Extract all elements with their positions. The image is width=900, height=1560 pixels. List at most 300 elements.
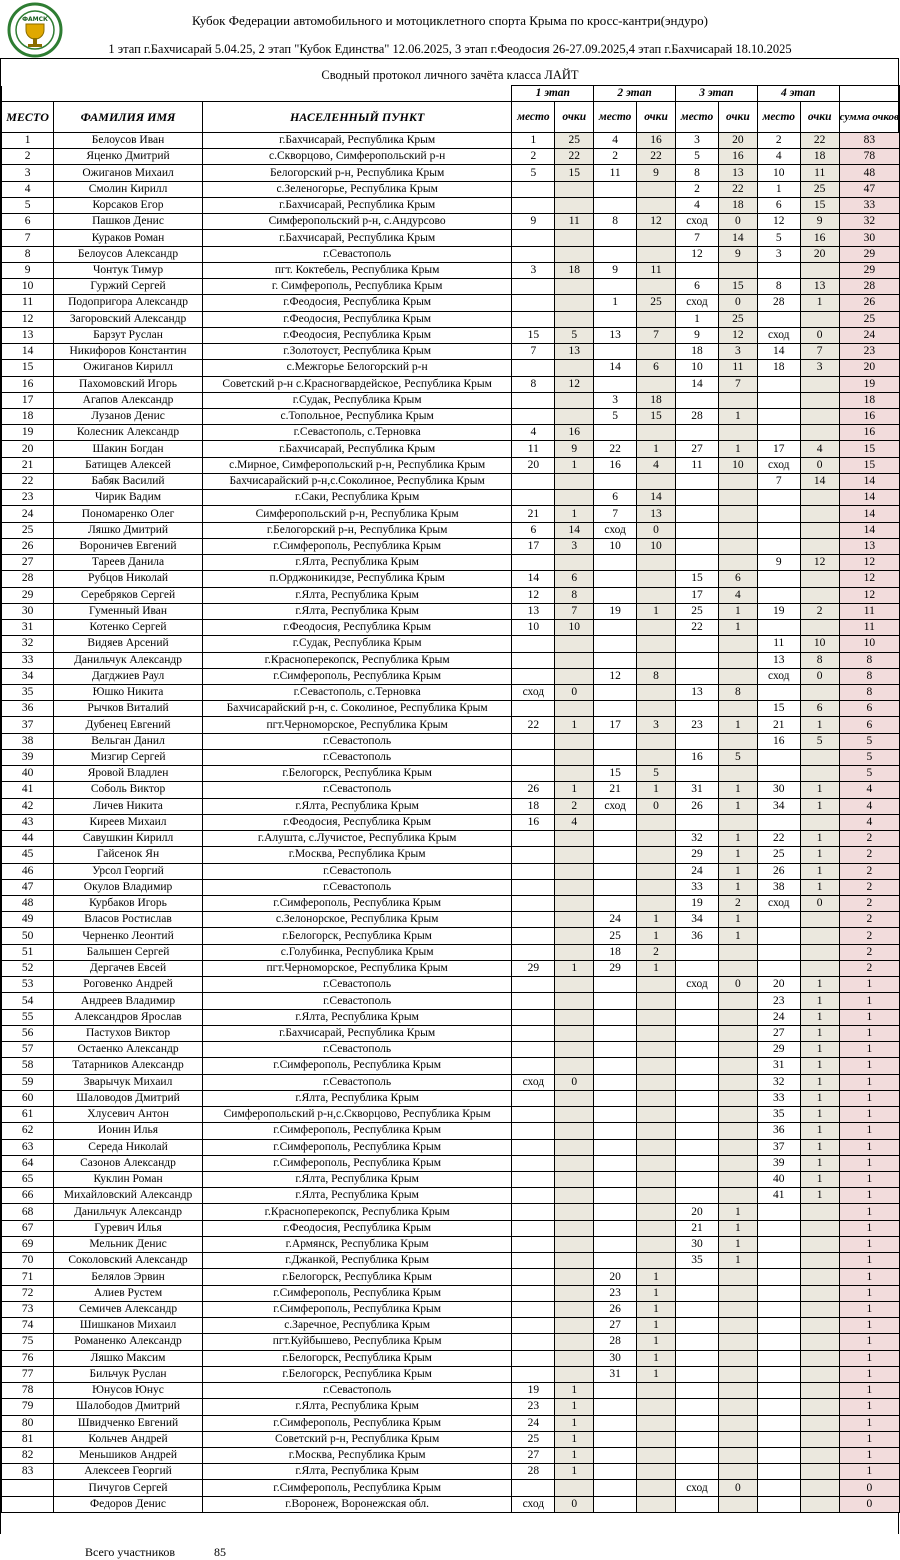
cell-s4-place xyxy=(757,506,800,522)
cell-s1-place xyxy=(512,295,555,311)
cell-s4-points xyxy=(800,1496,839,1512)
cell-s3-points xyxy=(718,1188,757,1204)
cell-s1-place xyxy=(512,230,555,246)
cell-s3-points xyxy=(718,1155,757,1171)
cell-s1-place xyxy=(512,1220,555,1236)
cell-name: Котенко Сергей xyxy=(54,620,203,636)
cell-place: 81 xyxy=(2,1431,54,1447)
cell-place: 22 xyxy=(2,473,54,489)
table-row xyxy=(2,1204,900,1220)
cell-s2-points xyxy=(637,620,676,636)
cell-s2-place xyxy=(594,1074,637,1090)
cell-s1-points xyxy=(555,279,594,295)
cell-sum: 1 xyxy=(839,1025,899,1041)
cell-name: Рубцов Николай xyxy=(54,571,203,587)
cell-city: г.Севастополь xyxy=(202,1383,511,1399)
cell-sum: 2 xyxy=(839,863,899,879)
cell-sum: 1 xyxy=(839,1415,899,1431)
table-row xyxy=(2,1188,900,1204)
cell-s2-points xyxy=(637,1058,676,1074)
cell-s4-points: 1 xyxy=(800,295,839,311)
cell-s3-points xyxy=(718,1301,757,1317)
cell-s3-place: сход xyxy=(676,977,719,993)
cell-s1-place: 25 xyxy=(512,1431,555,1447)
cell-s2-points xyxy=(637,879,676,895)
cell-city: г.Феодосия, Республика Крым xyxy=(202,327,511,343)
cell-s3-points: 18 xyxy=(718,197,757,213)
cell-s4-place xyxy=(757,1236,800,1252)
cell-sum: 1 xyxy=(839,1269,899,1285)
table-row xyxy=(2,1431,900,1447)
cell-name: Черненко Леонтий xyxy=(54,928,203,944)
cell-s3-points: 3 xyxy=(718,344,757,360)
cell-s2-place xyxy=(594,1431,637,1447)
table-row xyxy=(2,555,900,571)
cell-s2-points: 5 xyxy=(637,766,676,782)
cell-place: 48 xyxy=(2,896,54,912)
cell-s3-points: 16 xyxy=(718,149,757,165)
cell-s4-place: 30 xyxy=(757,782,800,798)
cell-s1-points xyxy=(555,1366,594,1382)
table-row xyxy=(2,1058,900,1074)
cell-s3-place xyxy=(676,1025,719,1041)
cell-s1-place xyxy=(512,1058,555,1074)
cell-s1-place xyxy=(512,1139,555,1155)
cell-s4-points xyxy=(800,1269,839,1285)
cell-s2-place: 8 xyxy=(594,214,637,230)
cell-name: Данильчук Александр xyxy=(54,652,203,668)
cell-place: 74 xyxy=(2,1318,54,1334)
cell-s4-place: 24 xyxy=(757,1009,800,1025)
cell-s3-points xyxy=(718,960,757,976)
cell-place: 23 xyxy=(2,490,54,506)
cell-s4-points: 15 xyxy=(800,197,839,213)
cell-city: г.Севастополь xyxy=(202,1074,511,1090)
cell-name: Белоусов Иван xyxy=(54,133,203,149)
table-row xyxy=(2,490,900,506)
cell-s1-place xyxy=(512,1480,555,1496)
cell-s1-points xyxy=(555,1025,594,1041)
cell-s1-points: 1 xyxy=(555,1447,594,1463)
cell-s4-points xyxy=(800,928,839,944)
table-row xyxy=(2,733,900,749)
cell-name: Юнусов Юнус xyxy=(54,1383,203,1399)
table-row xyxy=(2,246,900,262)
cell-sum: 11 xyxy=(839,620,899,636)
cell-s2-points xyxy=(637,993,676,1009)
cell-s4-points xyxy=(800,749,839,765)
cell-s1-points: 0 xyxy=(555,1074,594,1090)
cell-s1-points: 25 xyxy=(555,133,594,149)
cell-s4-place xyxy=(757,620,800,636)
cell-city: г.Феодосия, Республика Крым xyxy=(202,1220,511,1236)
cell-s2-points xyxy=(637,863,676,879)
table-row xyxy=(2,749,900,765)
cell-s1-place xyxy=(512,311,555,327)
cell-name: Подопригора Александр xyxy=(54,295,203,311)
cell-s3-points xyxy=(718,733,757,749)
cell-name: Сазонов Александр xyxy=(54,1155,203,1171)
cell-s2-points: 1 xyxy=(637,1334,676,1350)
cell-name: Ляшко Дмитрий xyxy=(54,522,203,538)
cell-s4-place: 4 xyxy=(757,149,800,165)
cell-s4-place xyxy=(757,490,800,506)
cell-s3-points xyxy=(718,701,757,717)
cell-place: 83 xyxy=(2,1464,54,1480)
cell-city: г.Симферополь, Республика Крым xyxy=(202,1285,511,1301)
cell-city: г.Симферополь, Республика Крым xyxy=(202,668,511,684)
cell-s2-points xyxy=(637,652,676,668)
cell-s2-place xyxy=(594,1220,637,1236)
cell-place: 60 xyxy=(2,1090,54,1106)
cell-s3-place xyxy=(676,1399,719,1415)
cell-place: 64 xyxy=(2,1155,54,1171)
stage-points-header: очки xyxy=(637,102,676,133)
cell-name: Мизгир Сергей xyxy=(54,749,203,765)
cell-s1-points xyxy=(555,977,594,993)
cell-s3-points: 0 xyxy=(718,214,757,230)
table-row xyxy=(2,636,900,652)
cell-s1-place: 5 xyxy=(512,165,555,181)
cell-s3-points xyxy=(718,522,757,538)
cell-s2-points: 13 xyxy=(637,506,676,522)
cell-s3-points: 1 xyxy=(718,831,757,847)
cell-s4-points xyxy=(800,1301,839,1317)
cell-s3-points xyxy=(718,538,757,554)
cell-s2-points xyxy=(637,197,676,213)
table-row xyxy=(2,1464,900,1480)
cell-s3-points xyxy=(718,1399,757,1415)
cell-s3-place: 21 xyxy=(676,1220,719,1236)
cell-s4-place: 8 xyxy=(757,279,800,295)
cell-name: Романенко Александр xyxy=(54,1334,203,1350)
cell-s4-place xyxy=(757,311,800,327)
cell-s3-place: 19 xyxy=(676,896,719,912)
cell-s4-points xyxy=(800,1204,839,1220)
cell-s2-points: 6 xyxy=(637,360,676,376)
cell-s1-place xyxy=(512,733,555,749)
cell-s3-place: 23 xyxy=(676,717,719,733)
table-row xyxy=(2,1025,900,1041)
cell-s1-points: 4 xyxy=(555,814,594,830)
cell-sum: 1 xyxy=(839,1334,899,1350)
cell-s1-place: 24 xyxy=(512,1415,555,1431)
cell-city: Симферопольский р-н, Республика Крым xyxy=(202,506,511,522)
cell-name: Хлусевич Антон xyxy=(54,1107,203,1123)
cell-s3-points: 1 xyxy=(718,879,757,895)
table-row xyxy=(2,262,900,278)
cell-s1-points: 0 xyxy=(555,684,594,700)
cell-s3-points xyxy=(718,993,757,1009)
table-row xyxy=(2,522,900,538)
cell-s3-points xyxy=(718,262,757,278)
cell-s1-place xyxy=(512,749,555,765)
results-body xyxy=(2,133,900,1513)
cell-s4-points: 1 xyxy=(800,717,839,733)
cell-s3-points: 1 xyxy=(718,1236,757,1252)
cell-s1-place: сход xyxy=(512,1074,555,1090)
cell-name: Власов Ростислав xyxy=(54,912,203,928)
cell-s3-points: 0 xyxy=(718,1480,757,1496)
cell-sum: 5 xyxy=(839,766,899,782)
cell-place: 42 xyxy=(2,798,54,814)
cell-s1-place xyxy=(512,1350,555,1366)
cell-s3-place xyxy=(676,1269,719,1285)
cell-sum: 1 xyxy=(839,1172,899,1188)
cell-s2-points: 1 xyxy=(637,603,676,619)
cell-s4-points xyxy=(800,814,839,830)
cell-s1-place: 13 xyxy=(512,603,555,619)
cell-s1-points xyxy=(555,230,594,246)
table-row xyxy=(2,1350,900,1366)
cell-s4-points xyxy=(800,944,839,960)
table-row xyxy=(2,473,900,489)
cell-s3-place: 24 xyxy=(676,863,719,879)
cell-s4-place: 32 xyxy=(757,1074,800,1090)
cell-s4-points: 0 xyxy=(800,896,839,912)
cell-s3-place xyxy=(676,944,719,960)
cell-s3-points xyxy=(718,1350,757,1366)
cell-s4-points: 1 xyxy=(800,1107,839,1123)
cell-s3-points: 0 xyxy=(718,295,757,311)
cell-sum: 32 xyxy=(839,214,899,230)
cell-s2-points xyxy=(637,376,676,392)
cell-place: 58 xyxy=(2,1058,54,1074)
cell-s1-points: 2 xyxy=(555,798,594,814)
cell-s2-points: 1 xyxy=(637,912,676,928)
cell-s3-points xyxy=(718,766,757,782)
cell-s1-place xyxy=(512,473,555,489)
cell-s2-place xyxy=(594,1253,637,1269)
cell-s2-place xyxy=(594,555,637,571)
cell-name: Агапов Александр xyxy=(54,392,203,408)
cell-name: Федоров Денис xyxy=(54,1496,203,1512)
cell-s1-place xyxy=(512,1123,555,1139)
cell-s2-points xyxy=(637,1107,676,1123)
cell-s3-place: 31 xyxy=(676,782,719,798)
cell-sum: 29 xyxy=(839,262,899,278)
table-row xyxy=(2,847,900,863)
cell-s3-place xyxy=(676,506,719,522)
stage-points-header: очки xyxy=(555,102,594,133)
cell-s3-points xyxy=(718,1139,757,1155)
cell-place: 73 xyxy=(2,1301,54,1317)
cell-place xyxy=(2,1496,54,1512)
cell-s1-place: 28 xyxy=(512,1464,555,1480)
cell-s3-points xyxy=(718,652,757,668)
cell-s3-place xyxy=(676,1107,719,1123)
cell-s3-place xyxy=(676,1123,719,1139)
cell-name: Шалободов Дмитрий xyxy=(54,1399,203,1415)
cell-s2-place: 18 xyxy=(594,944,637,960)
cell-s2-points xyxy=(637,684,676,700)
cell-city: г.Бахчисарай, Республика Крым xyxy=(202,230,511,246)
cell-s3-place xyxy=(676,1464,719,1480)
cell-s1-place xyxy=(512,831,555,847)
table-row xyxy=(2,1415,900,1431)
cell-s4-points: 0 xyxy=(800,457,839,473)
cell-s4-place: 33 xyxy=(757,1090,800,1106)
cell-s3-place: 36 xyxy=(676,928,719,944)
cell-sum: 14 xyxy=(839,522,899,538)
cell-s2-place: 31 xyxy=(594,1366,637,1382)
table-row xyxy=(2,684,900,700)
cell-city: г.Белогорск, Республика Крым xyxy=(202,928,511,944)
cell-place: 2 xyxy=(2,149,54,165)
cell-city: г.Золотоуст, Республика Крым xyxy=(202,344,511,360)
cell-s3-points: 1 xyxy=(718,1204,757,1220)
cell-s4-place xyxy=(757,766,800,782)
cell-name: Загоровский Александр xyxy=(54,311,203,327)
cell-s3-points xyxy=(718,1285,757,1301)
cell-city: г.Симферополь, Республика Крым xyxy=(202,1155,511,1171)
cell-s4-place: 39 xyxy=(757,1155,800,1171)
cell-s2-points xyxy=(637,246,676,262)
cell-s4-place xyxy=(757,522,800,538)
cell-sum: 14 xyxy=(839,473,899,489)
cell-s3-place xyxy=(676,425,719,441)
cell-s4-points: 2 xyxy=(800,603,839,619)
place-header: МЕСТО xyxy=(2,102,54,133)
cell-s2-place: 28 xyxy=(594,1334,637,1350)
cell-s3-points: 11 xyxy=(718,360,757,376)
cell-place: 52 xyxy=(2,960,54,976)
cell-sum: 29 xyxy=(839,246,899,262)
cell-s1-points: 1 xyxy=(555,506,594,522)
cell-name: Пономаренко Олег xyxy=(54,506,203,522)
cell-s4-points: 1 xyxy=(800,977,839,993)
cell-city: г.Саки, Республика Крым xyxy=(202,490,511,506)
cell-city: г.Севастополь, с.Терновка xyxy=(202,425,511,441)
cell-s2-place xyxy=(594,993,637,1009)
cell-s1-points: 1 xyxy=(555,782,594,798)
cell-s2-points: 1 xyxy=(637,441,676,457)
cell-place: 12 xyxy=(2,311,54,327)
cell-s2-place: 20 xyxy=(594,1269,637,1285)
cell-s3-place: 27 xyxy=(676,441,719,457)
stage-place-header: место xyxy=(676,102,719,133)
table-row xyxy=(2,538,900,554)
cell-s2-place: 24 xyxy=(594,912,637,928)
cell-s3-place: 6 xyxy=(676,279,719,295)
cell-sum: 12 xyxy=(839,587,899,603)
cell-s3-points xyxy=(718,425,757,441)
cell-s2-points xyxy=(637,1139,676,1155)
cell-s2-points: 16 xyxy=(637,133,676,149)
cell-s4-place: 28 xyxy=(757,295,800,311)
table-row xyxy=(2,603,900,619)
cell-s2-points xyxy=(637,847,676,863)
cell-sum: 16 xyxy=(839,408,899,424)
cell-s1-points xyxy=(555,1009,594,1025)
cell-s2-points xyxy=(637,831,676,847)
cell-s3-points: 13 xyxy=(718,165,757,181)
cell-s3-place: 10 xyxy=(676,360,719,376)
cell-s1-points xyxy=(555,847,594,863)
cell-city: г.Севастополь xyxy=(202,733,511,749)
cell-s1-points: 5 xyxy=(555,327,594,343)
table-row xyxy=(2,1318,900,1334)
cell-s2-points: 1 xyxy=(637,1318,676,1334)
cell-city: Белогорский р-н, Республика Крым xyxy=(202,165,511,181)
cell-s2-place xyxy=(594,1123,637,1139)
cell-city: г.Судак, Республика Крым xyxy=(202,636,511,652)
cell-sum: 0 xyxy=(839,1496,899,1512)
cell-s2-place: 25 xyxy=(594,928,637,944)
cell-s2-points: 7 xyxy=(637,327,676,343)
cell-s1-place xyxy=(512,246,555,262)
cell-city: г.Бахчисарай, Республика Крым xyxy=(202,197,511,213)
cell-s3-place xyxy=(676,1155,719,1171)
cell-city: Бахчисарайский р-н, с. Соколиное, Республика Крым xyxy=(202,701,511,717)
cell-s3-place: 14 xyxy=(676,376,719,392)
cell-s3-place xyxy=(676,262,719,278)
cell-name: Соколовский Александр xyxy=(54,1253,203,1269)
cell-s1-place: сход xyxy=(512,684,555,700)
cell-place: 39 xyxy=(2,749,54,765)
cell-s4-place: 16 xyxy=(757,733,800,749)
table-row xyxy=(2,376,900,392)
cell-s2-place xyxy=(594,1464,637,1480)
cell-s1-points xyxy=(555,766,594,782)
table-row xyxy=(2,1496,900,1512)
cell-place: 14 xyxy=(2,344,54,360)
table-row xyxy=(2,1123,900,1139)
cell-s4-points xyxy=(800,1383,839,1399)
cell-s3-place xyxy=(676,538,719,554)
cell-s4-points: 10 xyxy=(800,636,839,652)
cell-s4-place xyxy=(757,1415,800,1431)
cell-name: Шишканов Михаил xyxy=(54,1318,203,1334)
cell-name: Швидченко Евгений xyxy=(54,1415,203,1431)
table-row xyxy=(2,571,900,587)
cell-s4-place: 35 xyxy=(757,1107,800,1123)
table-row xyxy=(2,344,900,360)
cell-s4-points: 1 xyxy=(800,1155,839,1171)
cell-s4-points: 1 xyxy=(800,1009,839,1025)
cell-s4-place: 38 xyxy=(757,879,800,895)
cell-s2-points: 11 xyxy=(637,262,676,278)
cell-s2-points xyxy=(637,896,676,912)
cell-s2-place xyxy=(594,181,637,197)
cell-s1-place xyxy=(512,1253,555,1269)
cell-s4-points xyxy=(800,587,839,603)
table-row xyxy=(2,392,900,408)
cell-name: Урсол Георгий xyxy=(54,863,203,879)
cell-s1-place xyxy=(512,1269,555,1285)
table-row xyxy=(2,506,900,522)
cell-s1-place xyxy=(512,1236,555,1252)
cell-name: Белоусов Александр xyxy=(54,246,203,262)
cell-s4-place xyxy=(757,1366,800,1382)
cell-s3-place xyxy=(676,814,719,830)
cell-sum: 2 xyxy=(839,928,899,944)
cell-s2-place: 27 xyxy=(594,1318,637,1334)
cell-s1-place xyxy=(512,928,555,944)
cell-s2-place xyxy=(594,831,637,847)
cell-city: г.Севастополь xyxy=(202,749,511,765)
cell-s3-place: 7 xyxy=(676,230,719,246)
cell-s4-points: 7 xyxy=(800,344,839,360)
cell-place: 18 xyxy=(2,408,54,424)
cell-place: 25 xyxy=(2,522,54,538)
cell-city: г.Севастополь xyxy=(202,879,511,895)
cell-s4-place xyxy=(757,1431,800,1447)
cell-s4-points xyxy=(800,490,839,506)
cell-s2-points xyxy=(637,587,676,603)
cell-s3-points: 20 xyxy=(718,133,757,149)
cell-s2-points: 8 xyxy=(637,668,676,684)
